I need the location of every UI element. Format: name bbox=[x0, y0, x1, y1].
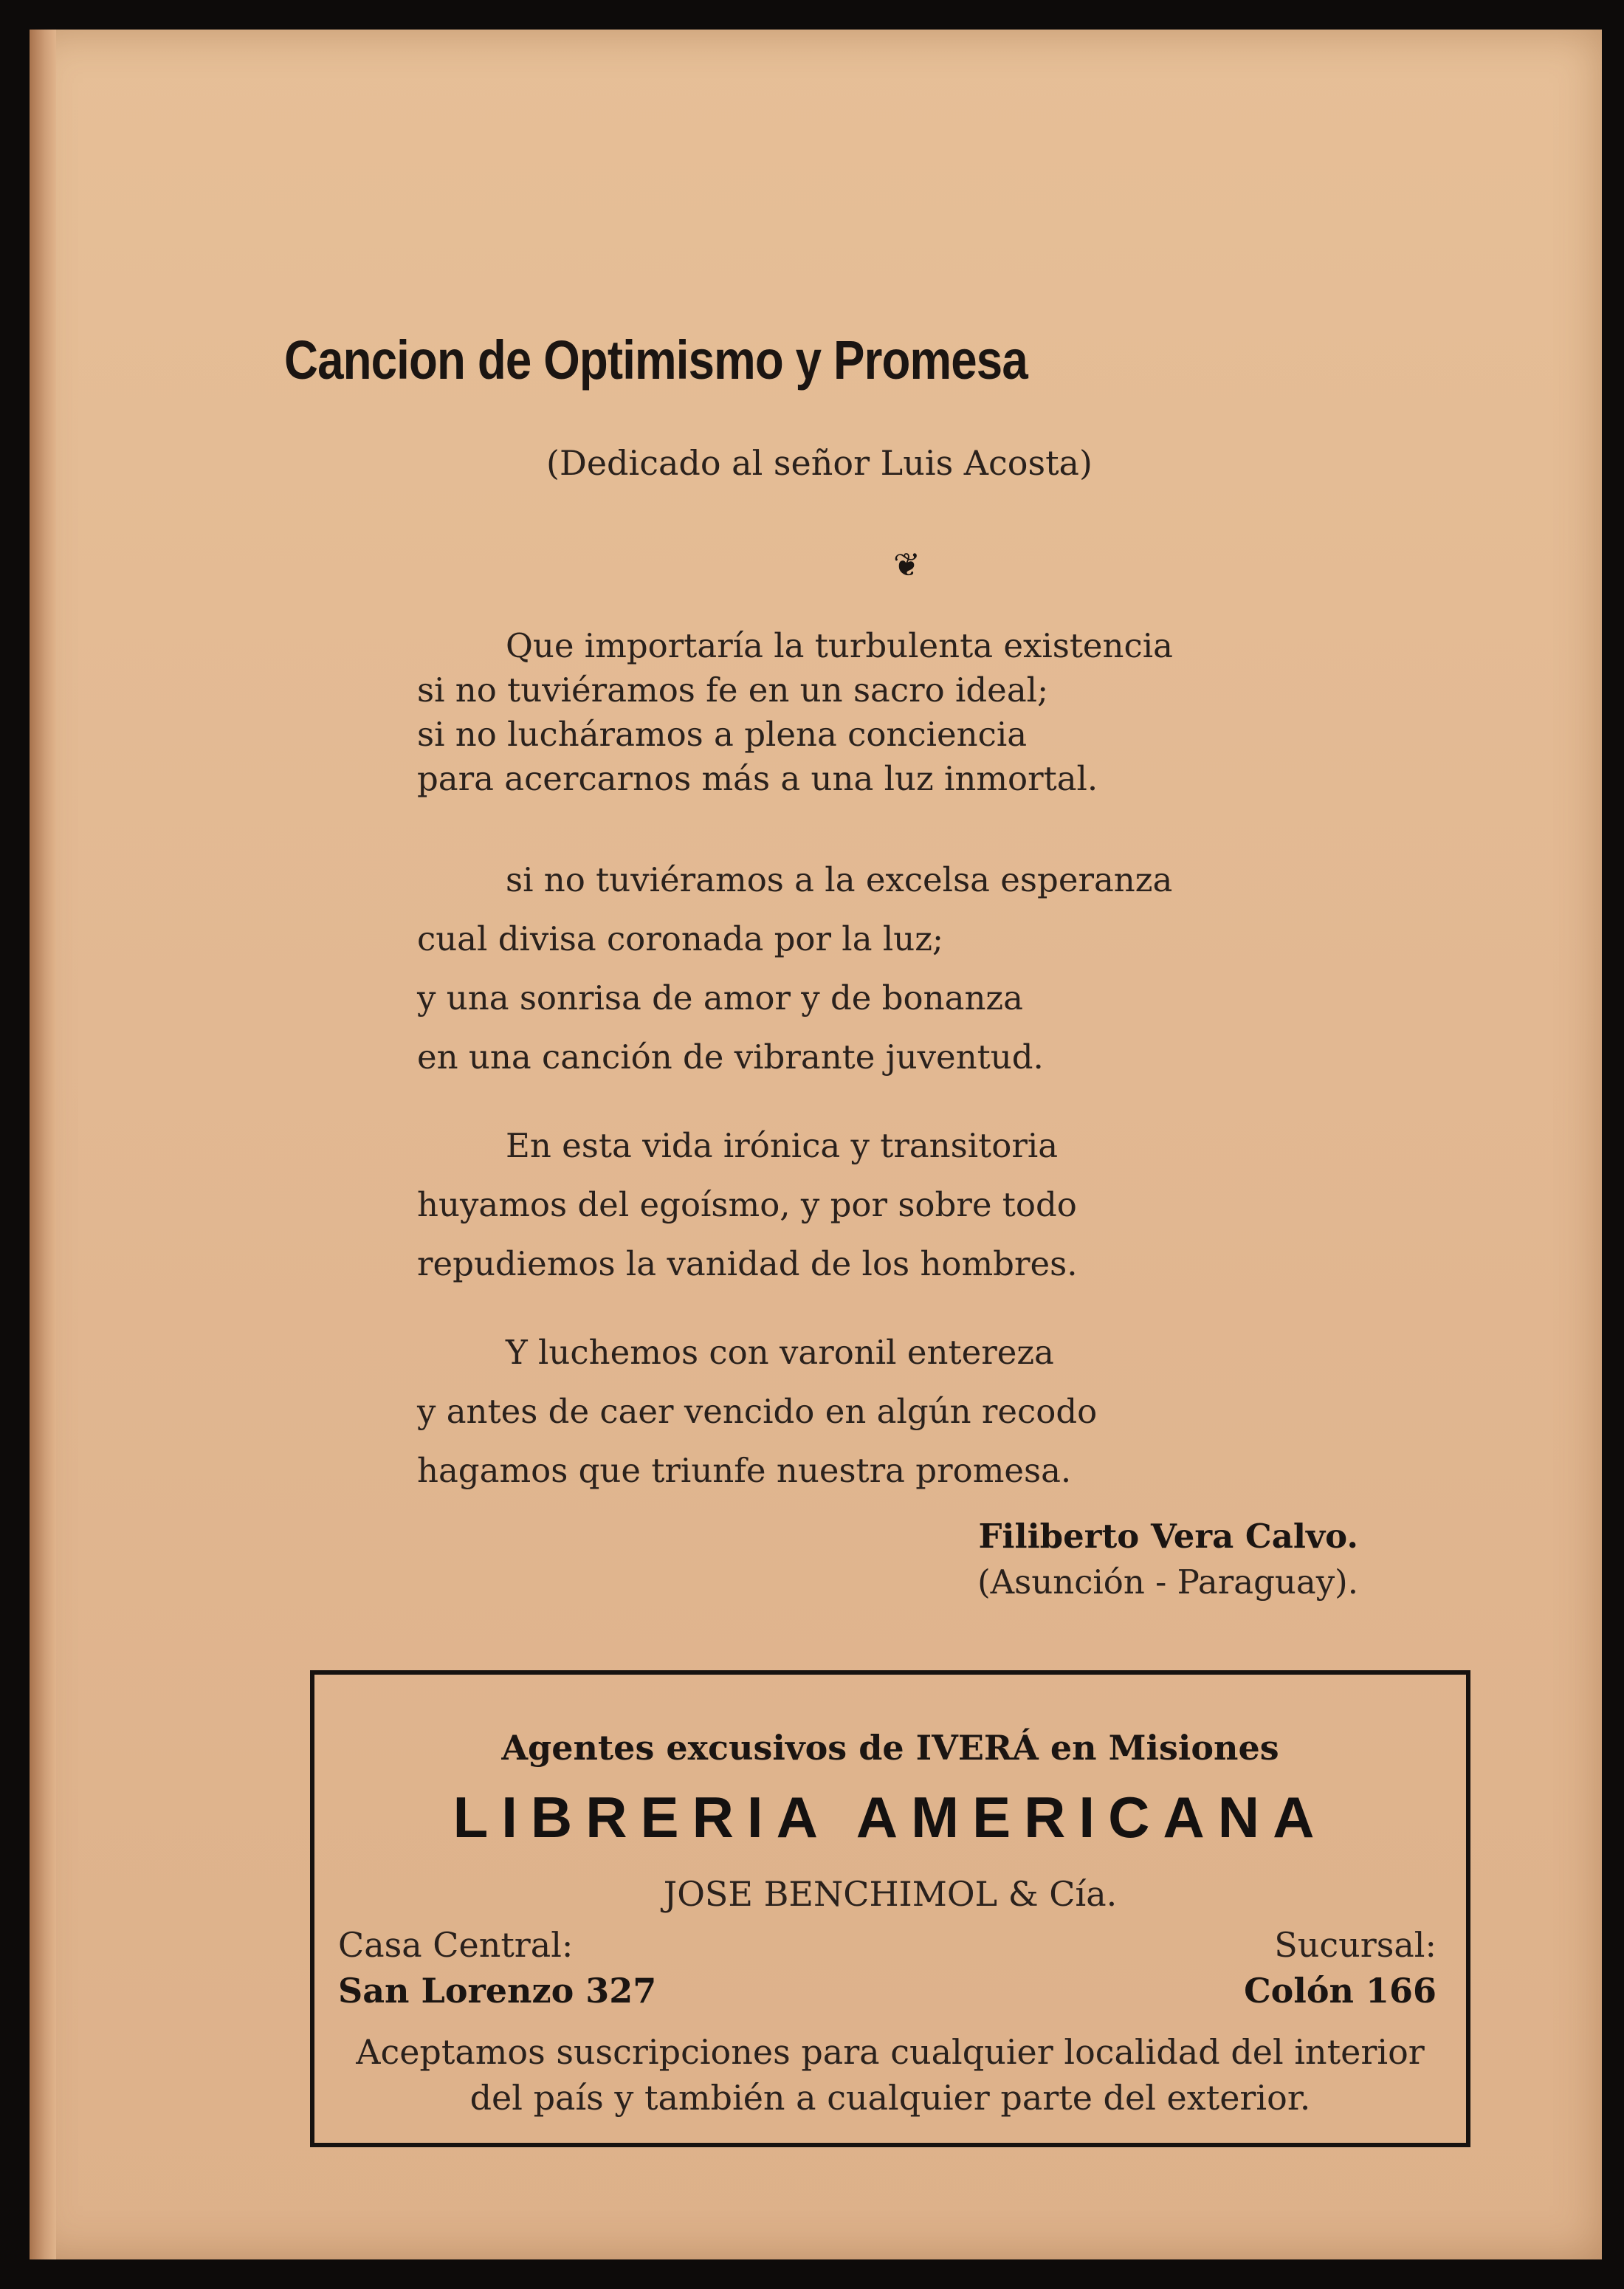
verse-line: en una canción de vibrante juventud. bbox=[417, 1037, 1044, 1077]
verse-line: y una sonrisa de amor y de bonanza bbox=[417, 978, 1023, 1017]
book-spine bbox=[30, 30, 56, 2259]
verse-line: si no tuviéramos fe en un sacro ideal; bbox=[417, 670, 1049, 710]
stanza-3 bbox=[417, 1116, 1078, 1294]
main-office-address: San Lorenzo 327 bbox=[338, 1971, 657, 2011]
ornament-icon: ❦ bbox=[893, 546, 921, 584]
ad-branch bbox=[1244, 1922, 1437, 2014]
author-name: Filiberto Vera Calvo. bbox=[978, 1517, 1358, 1556]
verse-line: para acercarnos más a una luz inmortal. bbox=[417, 759, 1098, 798]
advertisement-box bbox=[310, 1670, 1470, 2147]
verse-line: repudiemos la vanidad de los hombres. bbox=[417, 1244, 1078, 1283]
poem-dedication: (Dedicado al señor Luis Acosta) bbox=[546, 443, 1093, 483]
ad-bookstore-name: LIBRERIA AMERICANA bbox=[453, 1785, 1328, 1850]
verse-line: hagamos que triunfe nuestra promesa. bbox=[417, 1451, 1072, 1490]
page bbox=[30, 30, 1602, 2259]
ad-owner: JOSE BENCHIMOL & Cía. bbox=[663, 1874, 1118, 1914]
verse-line: huyamos del egoísmo, y por sobre todo bbox=[417, 1185, 1077, 1224]
ad-subscription-note: Aceptamos suscripciones para cualquier localidad del interior del país y también a cualquier parte del exterior. bbox=[356, 2032, 1425, 2118]
verse-line: y antes de caer vencido en algún recodo bbox=[417, 1392, 1098, 1431]
verse-line: Que importaría la turbulenta existencia bbox=[506, 626, 1173, 665]
stanza-1 bbox=[417, 624, 1173, 801]
branch-address: Colón 166 bbox=[1244, 1971, 1437, 2011]
ad-main-office bbox=[338, 1922, 656, 2014]
ad-agents-line: Agentes excusivos de IVERÁ en Misiones bbox=[501, 1728, 1279, 1768]
main-office-label: Casa Central: bbox=[338, 1925, 574, 1965]
verse-line: En esta vida irónica y transitoria bbox=[506, 1126, 1059, 1165]
branch-label: Sucursal: bbox=[1274, 1925, 1437, 1965]
verse-line: Y luchemos con varonil entereza bbox=[506, 1333, 1054, 1372]
author-place: (Asunción - Paraguay). bbox=[977, 1562, 1358, 1602]
stanza-2 bbox=[417, 851, 1172, 1087]
verse-line: si no lucháramos a plena conciencia bbox=[417, 715, 1028, 754]
poem-title: Cancion de Optimismo y Promesa bbox=[284, 329, 1028, 391]
verse-line: cual divisa coronada por la luz; bbox=[417, 919, 944, 958]
stanza-4 bbox=[417, 1323, 1097, 1500]
verse-line: si no tuviéramos a la excelsa esperanza bbox=[506, 860, 1173, 899]
signature-block bbox=[977, 1514, 1358, 1605]
